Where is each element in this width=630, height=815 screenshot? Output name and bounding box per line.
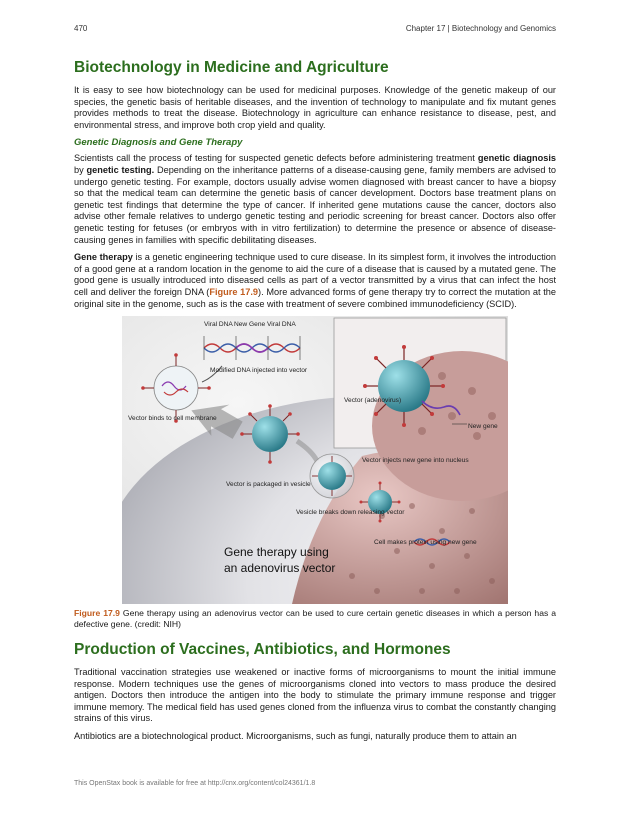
label-protein: Cell makes protein using new gene — [374, 539, 477, 547]
label-vector-binds: Vector binds to cell membrane — [128, 415, 217, 423]
label-viral-dna-1: Viral DNA — [204, 321, 233, 329]
inset-virus — [363, 345, 445, 427]
figure-title-line-2: an adenovirus vector — [224, 561, 336, 576]
figure-caption-label: Figure 17.9 — [74, 608, 120, 619]
vesicle-with-vector — [310, 454, 354, 498]
label-viral-dna-2: Viral DNA — [267, 321, 296, 329]
subhead-genetic-diagnosis: Genetic Diagnosis and Gene Therapy — [74, 137, 243, 149]
section-title-vaccines: Production of Vaccines, Antibiotics, and Hormones — [74, 641, 451, 659]
chapter-header: Chapter 17 | Biotechnology and Genomics — [405, 24, 556, 33]
label-vesicle-breaks: Vesicle breaks down releasing vector — [296, 509, 405, 517]
term-genetic-diagnosis: genetic diagnosis — [477, 153, 556, 164]
label-vector-adenovirus: Vector (adenovirus) — [344, 397, 402, 405]
genetic-diagnosis-paragraph: Scientists call the process of testing for suspected genetic defects before administering treatment genetic diagnosis by genetic testing. Depending on the inheritance patterns of a disease-causing gene, family members are advised to undergo genetic testing. For example, doctors usually advise women diagnosed with breast cancer to have a biopsy so that the medical team can determine the genetic basis of cancer development. Doctors base treatment plans on genetic test findings that determine the type of cancer. If inherited gene mutations cause the cancer, doctors also advise other female relatives to undergo genetic testing and periodic screening for breast cancer. Doctors also offer genetic testing for fetuses (or embryos with in vitro fertilization) to determine the presence or absence of disease-causing genes in families with specific debilitating diseases. — [74, 153, 556, 245]
label-vector-packaged: Vector is packaged in vesicle — [226, 481, 311, 489]
gene-therapy-paragraph: Gene therapy is a genetic engineering technique used to cure disease. In its simplest form, it involves the introduction of a good gene at a random location in the genome to aid the cure of a disease that is caused by a mutated gene. The good gene is usually introduced into diseased cells as part of a vector transmitted by a virus that can infect the host cell and deliver the foreign DNA (Figure 17.9). More advanced forms of gene therapy try to correct the mutation at the original site in the genome, such as is the case with treatment of severe combined immunodeficiency (SCID). — [74, 252, 557, 309]
label-vector-injects: Vector injects new gene into nucleus — [362, 457, 469, 465]
page-number: 470 — [74, 24, 88, 33]
label-new-gene-inset: New gene — [468, 423, 498, 431]
intro-paragraph: It is easy to see how biotechnology can be used for medicinal purposes. Knowledge of the genetic makeup of our species, the genetic basis of heritable diseases, and the invention of technology to manipulate and fix mutant genes provides methods to treat the disease. Biotechnology in agriculture can enhance resistance to disease, pest, and environmental stress, and improve both crop yield and quality. — [74, 85, 556, 130]
figure-reference-link[interactable]: Figure 17.9 — [209, 286, 259, 297]
antibiotics-paragraph: Antibiotics are a biotechnological product. Microorganisms, such as fungi, naturally produce them to attain an — [74, 731, 517, 742]
term-genetic-testing: genetic testing. — [86, 164, 155, 175]
gene-therapy-figure — [122, 316, 508, 604]
term-gene-therapy: Gene therapy — [74, 252, 133, 263]
vaccines-paragraph: Traditional vaccination strategies use weakened or inactive forms of microorganisms to mount the initial immune response. Modern techniques use the genes of microorganisms cloned into vectors to mass produce the desired antigen. Doctors then introduce the antigen into the body to stimulate the primary immune response and trigger immune memory. The medical field has used genes cloned from the influenza virus to combat the constantly changing strains of this virus. — [74, 667, 556, 724]
figure-caption: Figure 17.9 Gene therapy using an adenovirus vector can be used to cure certain genetic diseases in which a person has a defective gene. (credit: NIH) — [74, 608, 557, 630]
label-modified-dna: Modified DNA injected into vector — [210, 367, 308, 375]
section-title-medicine: Biotechnology in Medicine and Agriculture — [74, 59, 389, 76]
label-new-gene: New Gene — [234, 321, 266, 329]
figure-title-line-1: Gene therapy using — [224, 545, 329, 560]
page-footer: This OpenStax book is available for free at http://cnx.org/content/col24361/1.8 — [74, 780, 316, 787]
page-content — [74, 58, 556, 749]
